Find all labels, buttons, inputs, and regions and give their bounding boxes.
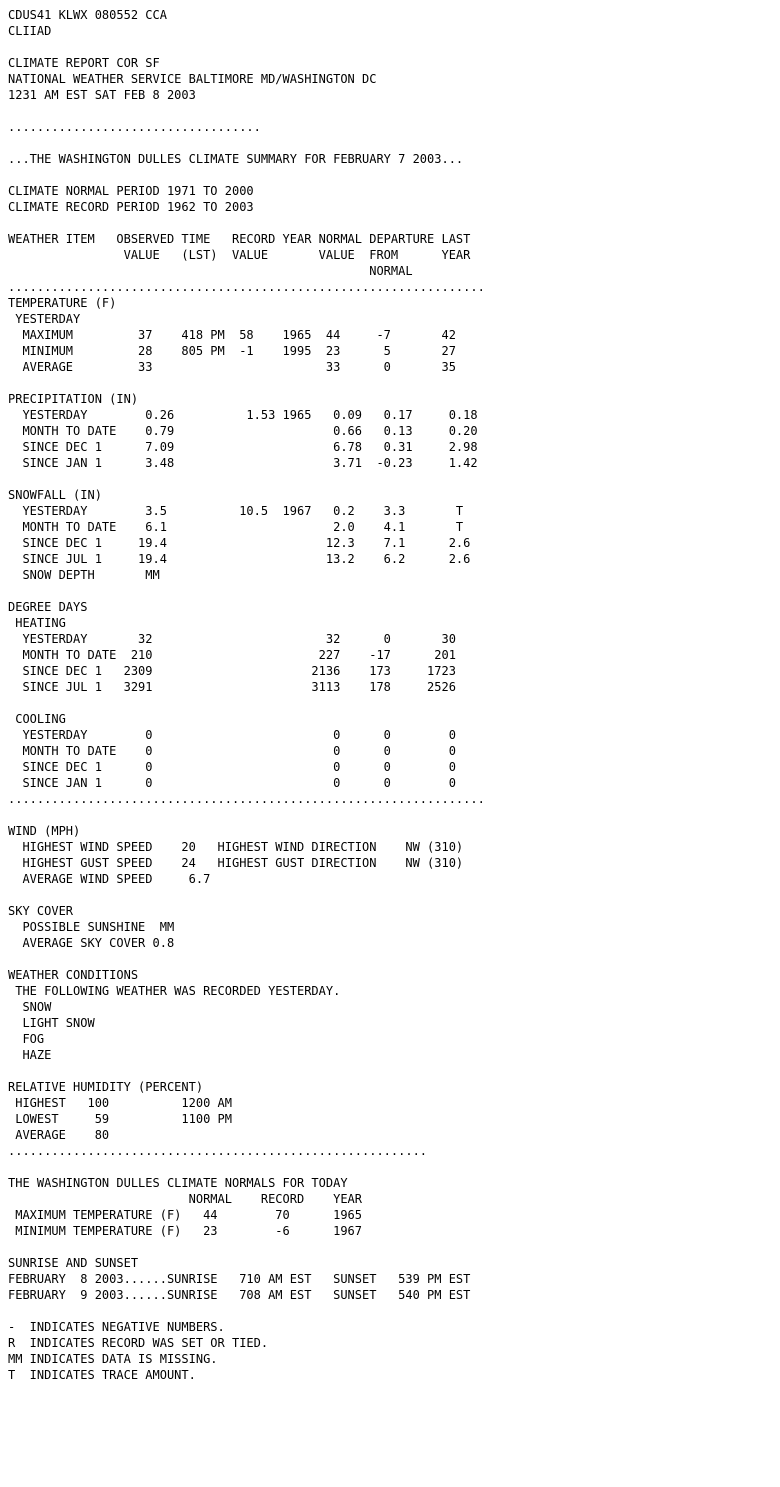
report-line: .......................................................... — [8, 1144, 428, 1158]
report-line: SINCE JUL 1 3291 3113 178 2526 — [8, 680, 456, 694]
report-line: YESTERDAY — [8, 312, 81, 326]
report-line: LOWEST 59 1100 PM — [8, 1112, 232, 1126]
report-line: PRECIPITATION (IN) — [8, 392, 139, 406]
report-line: MINIMUM 28 805 PM -1 1995 23 5 27 — [8, 344, 456, 358]
report-line: SKY COVER — [8, 904, 74, 918]
report-line — [8, 807, 780, 823]
report-line: THE WASHINGTON DULLES CLIMATE NORMALS FOR TODAY — [8, 1176, 348, 1190]
report-line: AVERAGE 80 — [8, 1128, 110, 1142]
report-line: YESTERDAY 32 32 0 30 — [8, 632, 456, 646]
report-line: MONTH TO DATE 0 0 0 0 — [8, 744, 456, 758]
report-line: HIGHEST GUST SPEED 24 HIGHEST GUST DIRECTION NW (310) — [8, 856, 464, 870]
report-line: AVERAGE SKY COVER 0.8 — [8, 936, 175, 950]
report-line: AVERAGE WIND SPEED 6.7 — [8, 872, 211, 886]
report-line: COOLING — [8, 712, 66, 726]
report-line: YESTERDAY 3.5 10.5 1967 0.2 3.3 T — [8, 504, 464, 518]
report-line: SUNRISE AND SUNSET — [8, 1256, 139, 1270]
report-line: CDUS41 KLWX 080552 CCA — [8, 8, 167, 22]
report-line: SINCE DEC 1 7.09 6.78 0.31 2.98 — [8, 440, 478, 454]
report-line: SINCE DEC 1 19.4 12.3 7.1 2.6 — [8, 536, 471, 550]
report-line — [8, 1303, 780, 1319]
report-line: YESTERDAY 0.26 1.53 1965 0.09 0.17 0.18 — [8, 408, 478, 422]
report-line: MONTH TO DATE 210 227 -17 201 — [8, 648, 456, 662]
report-line: LIGHT SNOW — [8, 1016, 95, 1030]
report-line — [8, 103, 780, 119]
report-line: SNOW — [8, 1000, 52, 1014]
report-line — [8, 471, 780, 487]
report-line: HIGHEST 100 1200 AM — [8, 1096, 232, 1110]
report-line: R INDICATES RECORD WAS SET OR TIED. — [8, 1336, 269, 1350]
report-line: SNOW DEPTH MM — [8, 568, 160, 582]
report-line: T INDICATES TRACE AMOUNT. — [8, 1368, 196, 1382]
report-line: POSSIBLE SUNSHINE MM — [8, 920, 175, 934]
report-line: SINCE DEC 1 0 0 0 0 — [8, 760, 456, 774]
report-line — [8, 1239, 780, 1255]
report-line — [8, 135, 780, 151]
report-line: FEBRUARY 8 2003......SUNRISE 710 AM EST SUNSET 539 PM EST — [8, 1272, 471, 1286]
report-line: - INDICATES NEGATIVE NUMBERS. — [8, 1320, 225, 1334]
report-line — [8, 375, 780, 391]
report-line: NORMAL RECORD YEAR — [8, 1192, 363, 1206]
report-line: MM INDICATES DATA IS MISSING. — [8, 1352, 218, 1366]
report-line: WEATHER CONDITIONS — [8, 968, 139, 982]
report-line: FEBRUARY 9 2003......SUNRISE 708 AM EST SUNSET 540 PM EST — [8, 1288, 471, 1302]
report-line: NORMAL — [8, 264, 413, 278]
report-line: HAZE — [8, 1048, 52, 1062]
report-line — [8, 695, 780, 711]
report-line — [8, 1159, 780, 1175]
report-line: AVERAGE 33 33 0 35 — [8, 360, 456, 374]
report-line: TEMPERATURE (F) — [8, 296, 117, 310]
report-line: HEATING — [8, 616, 66, 630]
report-line: THE FOLLOWING WEATHER WAS RECORDED YESTERDAY. — [8, 984, 341, 998]
report-line: MAXIMUM 37 418 PM 58 1965 44 -7 42 — [8, 328, 456, 342]
report-line: SINCE DEC 1 2309 2136 173 1723 — [8, 664, 456, 678]
report-line: MINIMUM TEMPERATURE (F) 23 -6 1967 — [8, 1224, 363, 1238]
report-line: VALUE (LST) VALUE VALUE FROM YEAR — [8, 248, 471, 262]
report-line: SINCE JAN 1 0 0 0 0 — [8, 776, 456, 790]
report-line: HIGHEST WIND SPEED 20 HIGHEST WIND DIRECTION NW (310) — [8, 840, 464, 854]
report-line: SINCE JAN 1 3.48 3.71 -0.23 1.42 — [8, 456, 478, 470]
report-line: MONTH TO DATE 6.1 2.0 4.1 T — [8, 520, 464, 534]
report-line: CLIMATE REPORT COR SF — [8, 56, 160, 70]
report-line: .................................................................. — [8, 792, 485, 806]
report-line: MAXIMUM TEMPERATURE (F) 44 70 1965 — [8, 1208, 363, 1222]
report-line: NATIONAL WEATHER SERVICE BALTIMORE MD/WASHINGTON DC — [8, 72, 377, 86]
report-line: ...THE WASHINGTON DULLES CLIMATE SUMMARY FOR FEBRUARY 7 2003... — [8, 152, 464, 166]
report-line: 1231 AM EST SAT FEB 8 2003 — [8, 88, 196, 102]
report-line: RELATIVE HUMIDITY (PERCENT) — [8, 1080, 204, 1094]
report-line: MONTH TO DATE 0.79 0.66 0.13 0.20 — [8, 424, 478, 438]
report-line: CLIMATE NORMAL PERIOD 1971 TO 2000 — [8, 184, 254, 198]
report-line: SNOWFALL (IN) — [8, 488, 102, 502]
report-line: CLIIAD — [8, 24, 52, 38]
report-line: WEATHER ITEM OBSERVED TIME RECORD YEAR NORMAL DEPARTURE LAST — [8, 232, 471, 246]
report-line — [8, 887, 780, 903]
report-line: YESTERDAY 0 0 0 0 — [8, 728, 456, 742]
report-line: WIND (MPH) — [8, 824, 81, 838]
report-line: FOG — [8, 1032, 45, 1046]
report-line — [8, 167, 780, 183]
report-line — [8, 951, 780, 967]
report-line: SINCE JUL 1 19.4 13.2 6.2 2.6 — [8, 552, 471, 566]
report-line: .................................................................. — [8, 280, 485, 294]
report-line — [8, 215, 780, 231]
report-line — [8, 1063, 780, 1079]
report-line: CLIMATE RECORD PERIOD 1962 TO 2003 — [8, 200, 254, 214]
report-line — [8, 583, 780, 599]
report-line: DEGREE DAYS — [8, 600, 88, 614]
report-line: ................................... — [8, 120, 261, 134]
report-line — [8, 39, 780, 55]
